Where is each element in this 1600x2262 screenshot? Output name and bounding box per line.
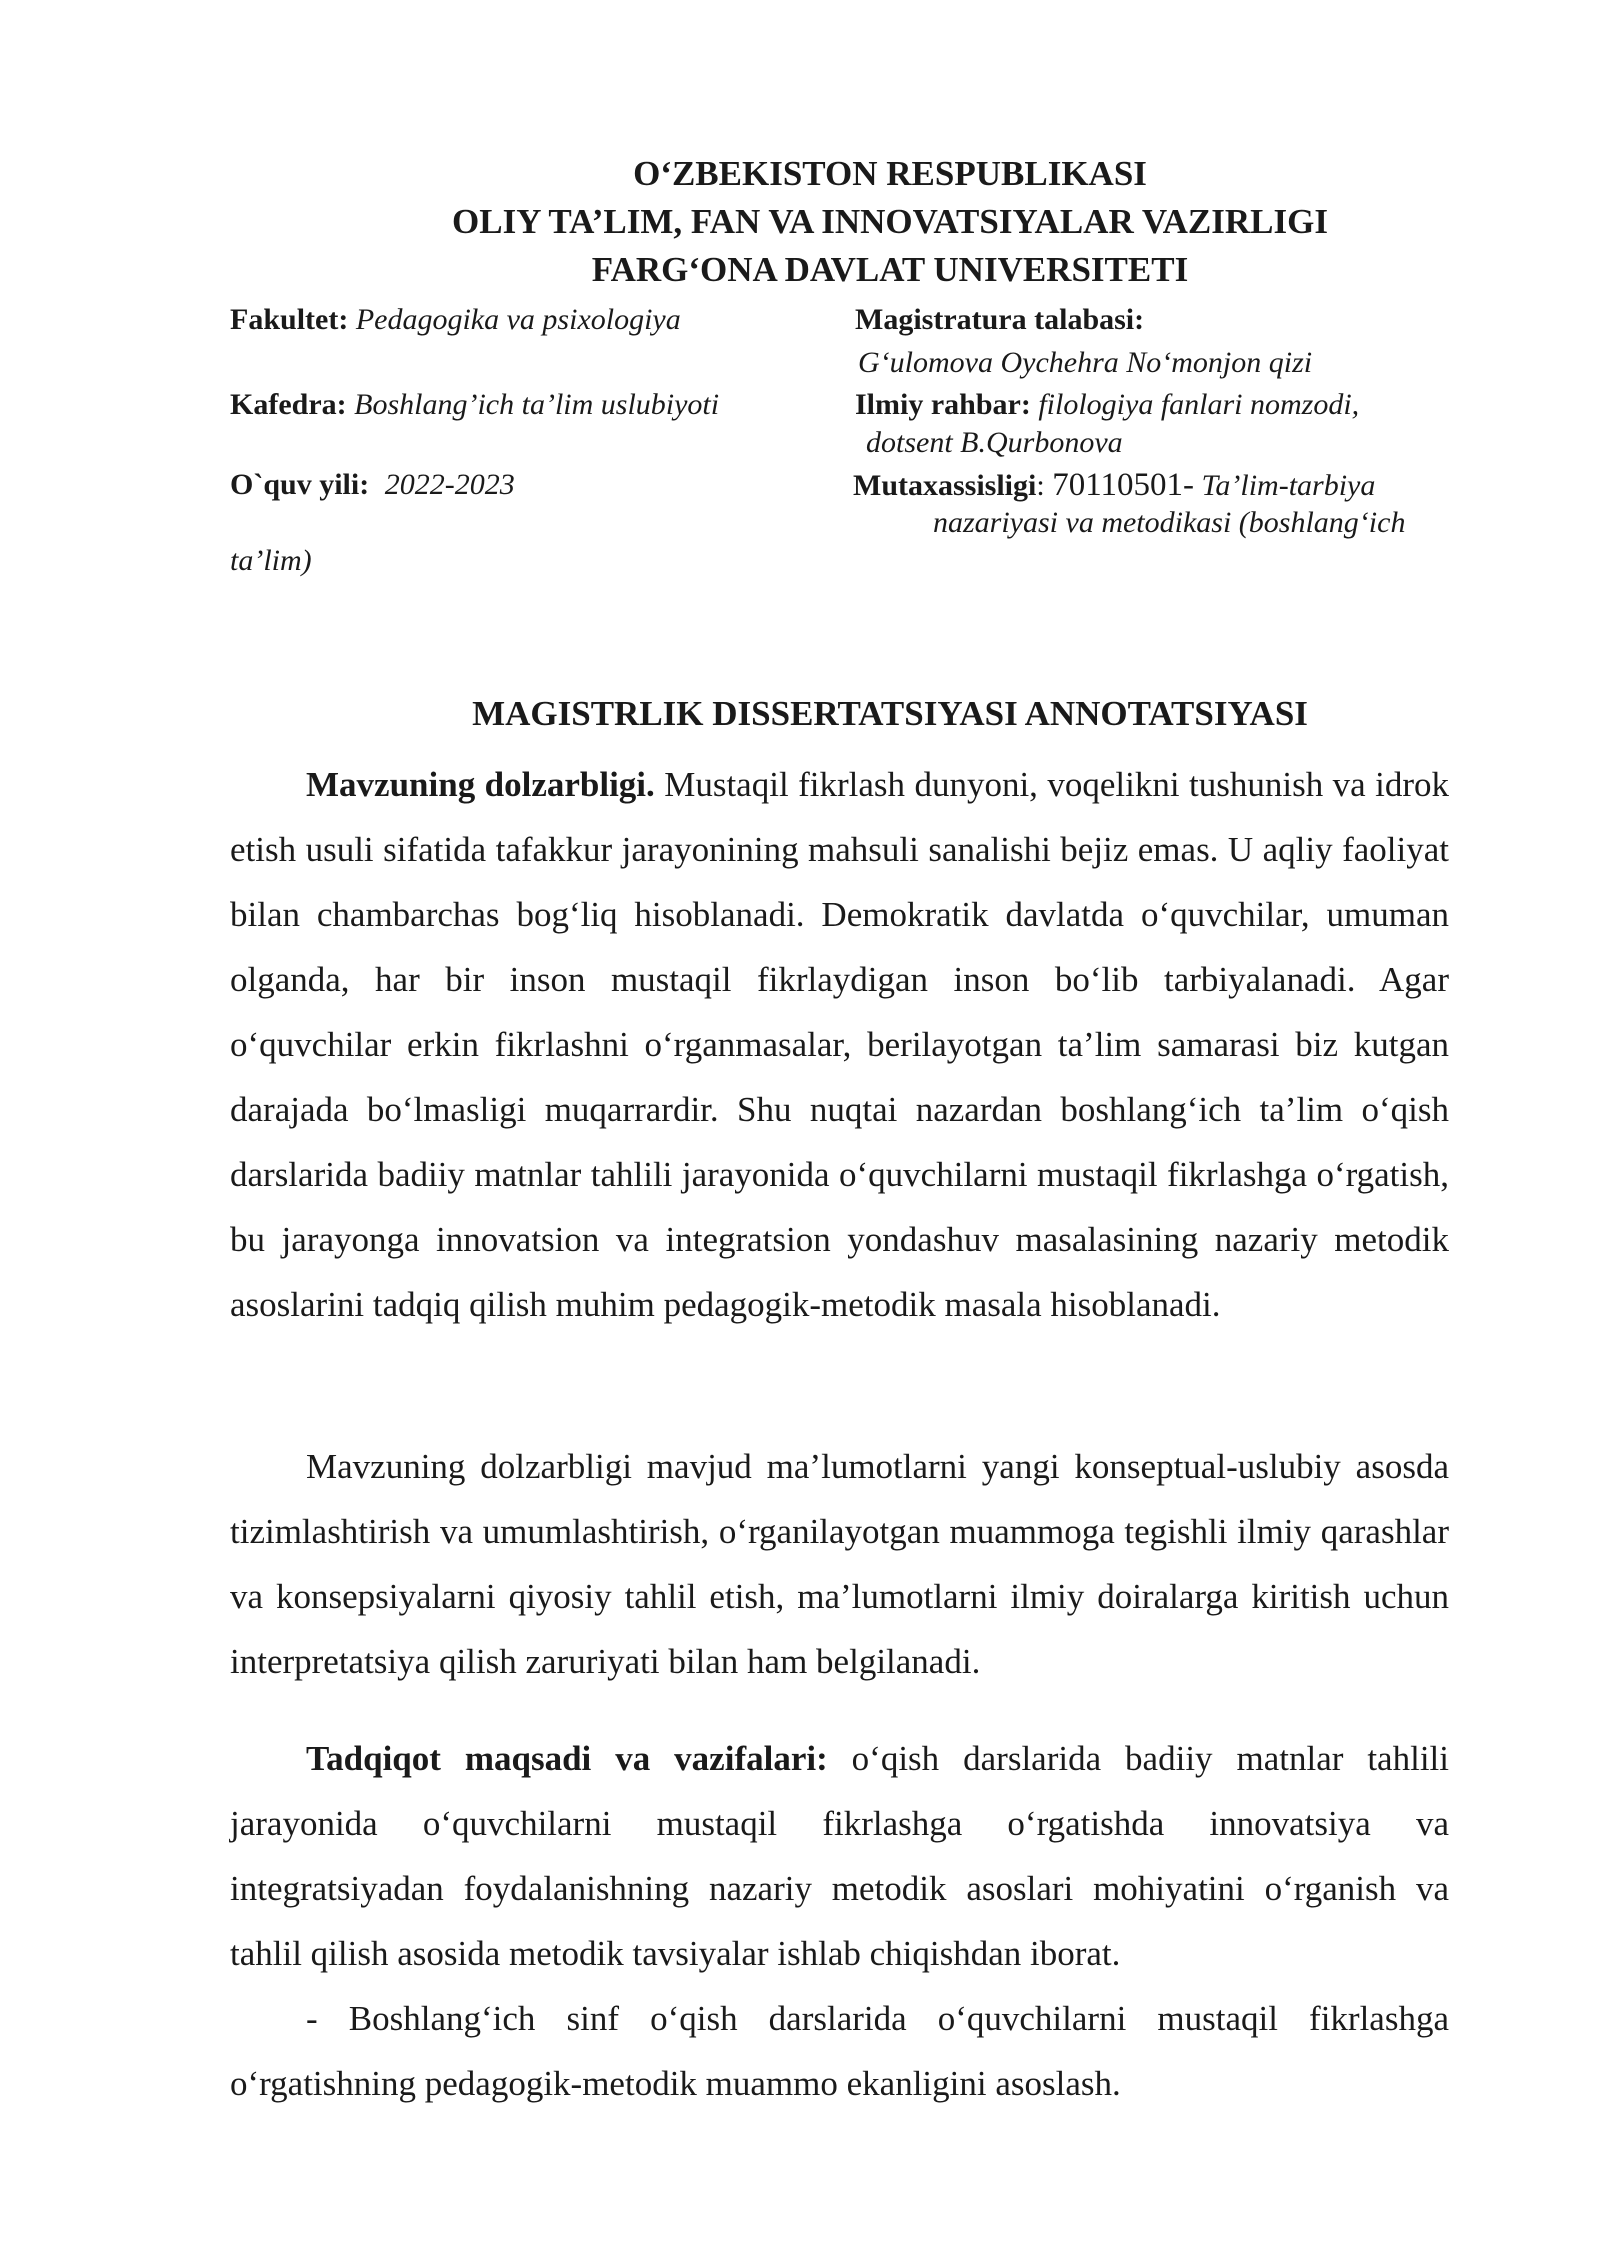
department-value: Boshlang’ich ta’lim uslubiyoti	[354, 388, 720, 421]
department-line	[230, 386, 719, 424]
faculty-line	[230, 301, 681, 339]
header-ministry-name: OLIY TA’LIM, FAN VA INNOVATSIYALAR VAZIRLIGI	[452, 202, 1328, 241]
supervisor-label: Ilmiy rahbar:	[855, 388, 1031, 421]
specialty-label: Mutaxassisligi	[853, 469, 1037, 502]
year-label: O`quv yili:	[230, 468, 370, 501]
year-line	[230, 466, 515, 504]
specialty-code: 70110501-	[1052, 467, 1194, 503]
specialty-continuation: ta’lim)	[230, 544, 312, 577]
specialty-colon: :	[1036, 469, 1053, 502]
document-title: MAGISTRLIK DISSERTATSIYASI ANNOTATSIYASI	[472, 694, 1308, 733]
header-ministry-country: O‘ZBEKISTON RESPUBLIKASI	[633, 154, 1147, 193]
goals-text: o‘qish darslarida badiiy matnlar tahlili jarayonida o‘quvchilarni mustaqil fikrlashga o‘rgatishda innovatsiya va integratsiyadan foydalanishning nazariy metodik asoslari mohiyatini o‘rganish va tahlil qilish asosida metodik tavsiyalar ishlab chiqishdan iborat.	[230, 1739, 1449, 1973]
relevance-text: Mustaqil fikrlash dunyoni, voqelikni tushunish va idrok etish usuli sifatida tafakkur jarayonining mahsuli sanalishi bejiz emas. U aqliy faoliyat bilan chambarchas bog‘liq hisoblanadi. Demokratik davlatda o‘quvchilar, umuman olganda, har bir inson mustaqil fikrlaydigan inson bo‘lib tarbiyalanadi. Agar o‘quvchilar erkin fikrlashni o‘rganmasalar, berilayotgan ta’lim samarasi biz kutgan darajada bo‘lmasligi muqarrardir. Shu nuqtai nazardan boshlang‘ich ta’lim o‘qish darslarida badiiy matnlar tahlili jarayonida o‘quvchilarni mustaqil fikrlashga o‘rgatish, bu jarayonga innovatsion va integratsion yondashuv masalasining nazariy metodik asoslarini tadqiq qilish muhim pedagogik-metodik masala hisoblanadi.	[230, 765, 1449, 1324]
paragraph-goals	[230, 1726, 1449, 1986]
student-label: Magistratura talabasi:	[855, 303, 1145, 336]
specialty-value-line2: nazariyasi va metodikasi (boshlang‘ich	[933, 506, 1406, 539]
student-name: G‘ulomova Oychehra No‘monjon qizi	[858, 346, 1313, 379]
goals-heading: Tadqiqot maqsadi va vazifalari:	[306, 1739, 828, 1778]
faculty-label: Fakultet:	[230, 303, 349, 336]
faculty-value: Pedagogika va psixologiya	[355, 303, 681, 336]
department-label: Kafedra:	[230, 388, 347, 421]
paragraph-relevance-continued: Mavzuning dolzarbligi mavjud ma’lumotlarni yangi konseptual-uslubiy asosda tizimlashtirish va umumlashtirish, o‘rganilayotgan muammoga tegishli ilmiy qarashlar va konsepsiyalarni qiyosiy tahlil etish, ma’lumotlarni ilmiy doiralarga kiritish uchun interpretatsiya qilish zaruriyati bilan ham belgilanadi.	[230, 1447, 1449, 1681]
relevance-heading: Mavzuning dolzarbligi.	[306, 765, 655, 804]
paragraph-relevance	[230, 752, 1449, 1337]
header-university-name: FARG‘ONA DAVLAT UNIVERSITETI	[591, 250, 1189, 289]
supervisor-title: dotsent B.Qurbonova	[866, 426, 1123, 459]
specialty-line	[853, 466, 1375, 505]
specialty-value: Ta’lim-tarbiya	[1193, 469, 1376, 502]
supervisor-value: filologiya fanlari nomzodi,	[1038, 388, 1360, 421]
paragraph-task-item: - Boshlang‘ich sinf o‘qish darslarida o‘quvchilarni mustaqil fikrlashga o‘rgatishning pedagogik-metodik muammo ekanligini asoslash.	[230, 1999, 1449, 2103]
supervisor-line	[855, 386, 1359, 424]
year-value: 2022-2023	[384, 468, 515, 501]
